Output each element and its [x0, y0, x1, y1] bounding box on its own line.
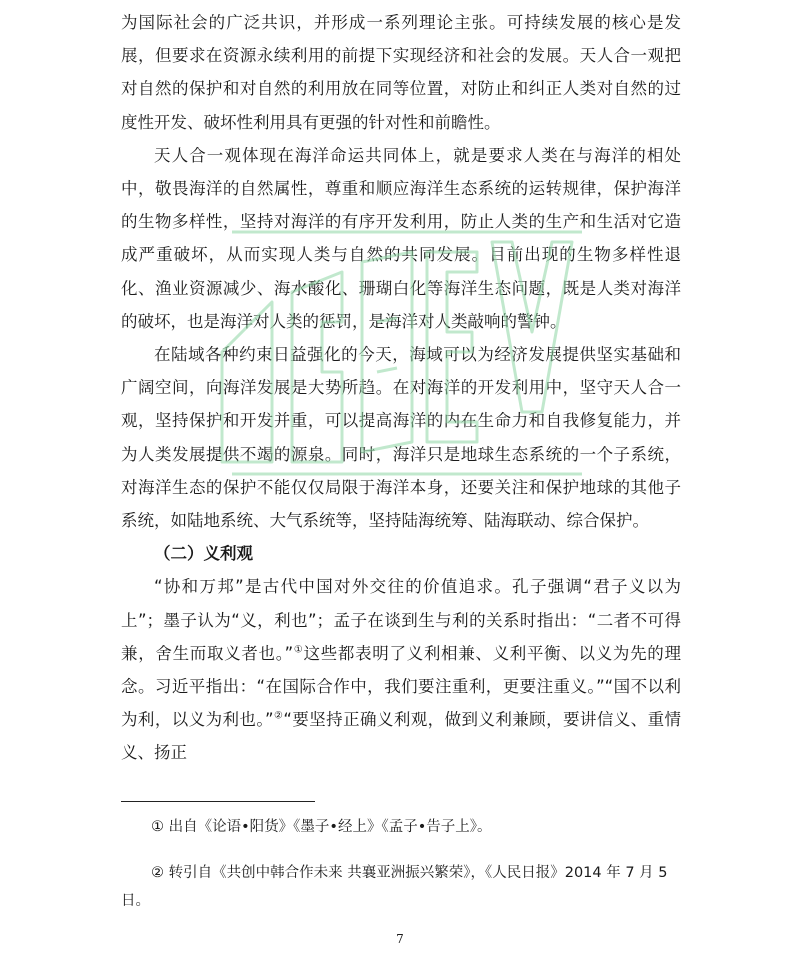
footnote-2-marker: ②: [151, 865, 164, 881]
footnote-ref-2[interactable]: ②: [273, 710, 284, 722]
footnotes: [121, 813, 681, 915]
paragraph-3: 在陆域各种约束日益强化的今天，海域可以为经济发展提供坚实基础和广阔空间，向海洋发展是大势所趋。在对海洋的开发利用中，坚守天人合一观，坚持保护和开发并重，可以提高海洋的内在生命力和自我修复能力，并为人类发展提供不竭的源泉。同时，海洋只是地球生态系统的一个子系统，对海洋生态的保护不能仅仅局限于海洋本身，还要关注和保护地球的其他子系统，如陆地系统、大气系统等，坚持陆海统筹、陆海联动、综合保护。: [121, 345, 681, 531]
page-number: 7: [396, 932, 404, 946]
footnote-1: [121, 813, 681, 841]
footnote-2: [121, 859, 681, 915]
paragraph-4-part-2: 这些都表明了义利相兼、义利平衡、以义为先的理念。习近平指出：“在国际合作中，我们要注重利，更要注重义。”“国不以利为利，以义为利也。”: [121, 643, 681, 730]
footnote-1-marker: ①: [151, 819, 164, 835]
paragraph-1: 为国际社会的广泛共识，并形成一系列理论主张。可持续发展的核心是发展，但要求在资源永续利用的前提下实现经济和社会的发展。天人合一观把对自然的保护和对自然的利用放在同等位置，对防止和纠正人类对自然的过度性开发、破坏性利用具有更强的针对性和前瞻性。: [121, 13, 681, 132]
footnote-ref-1[interactable]: ①: [293, 644, 304, 656]
paragraph-2: 天人合一观体现在海洋命运共同体上，就是要求人类在与海洋的相处中，敬畏海洋的自然属性，尊重和顺应海洋生态系统的运转规律，保护海洋的生物多样性，坚持对海洋的有序开发利用，防止人类的生产和生活对它造成严重破坏，从而实现人类与自然的共同发展。目前出现的生物多样性退化、渔业资源减少、海水酸化、珊瑚白化等海洋生态问题，既是人类对海洋的破坏，也是海洋对人类的惩罚，是海洋对人类敲响的警钟。: [121, 145, 681, 331]
paragraph-4-part-1: “协和万邦”是古代中国对外交往的价值追求。孔子强调“君子义以为上”；墨子认为“义，利也”；孟子在谈到生与利的关系时指出：“二者不可得兼，舍生而取义者也。”: [121, 577, 681, 663]
section-heading: （二）义利观: [154, 544, 253, 564]
footnote-separator: [121, 801, 315, 802]
paragraph-4-part-3: “要坚持正确义利观，做到义利兼顾，要讲信义、重情义、扬正: [121, 710, 681, 763]
footnote-2-text: 转引自《共创中韩合作未来 共襄亚洲振兴繁荣》，《人民日报》2014 年 7 月 5 日。: [121, 865, 668, 909]
footnote-1-text: 出自《论语•阳货》《墨子•经上》《孟子•告子上》。: [168, 819, 492, 835]
body-text: [121, 6, 681, 770]
paragraph-4: [121, 570, 681, 769]
